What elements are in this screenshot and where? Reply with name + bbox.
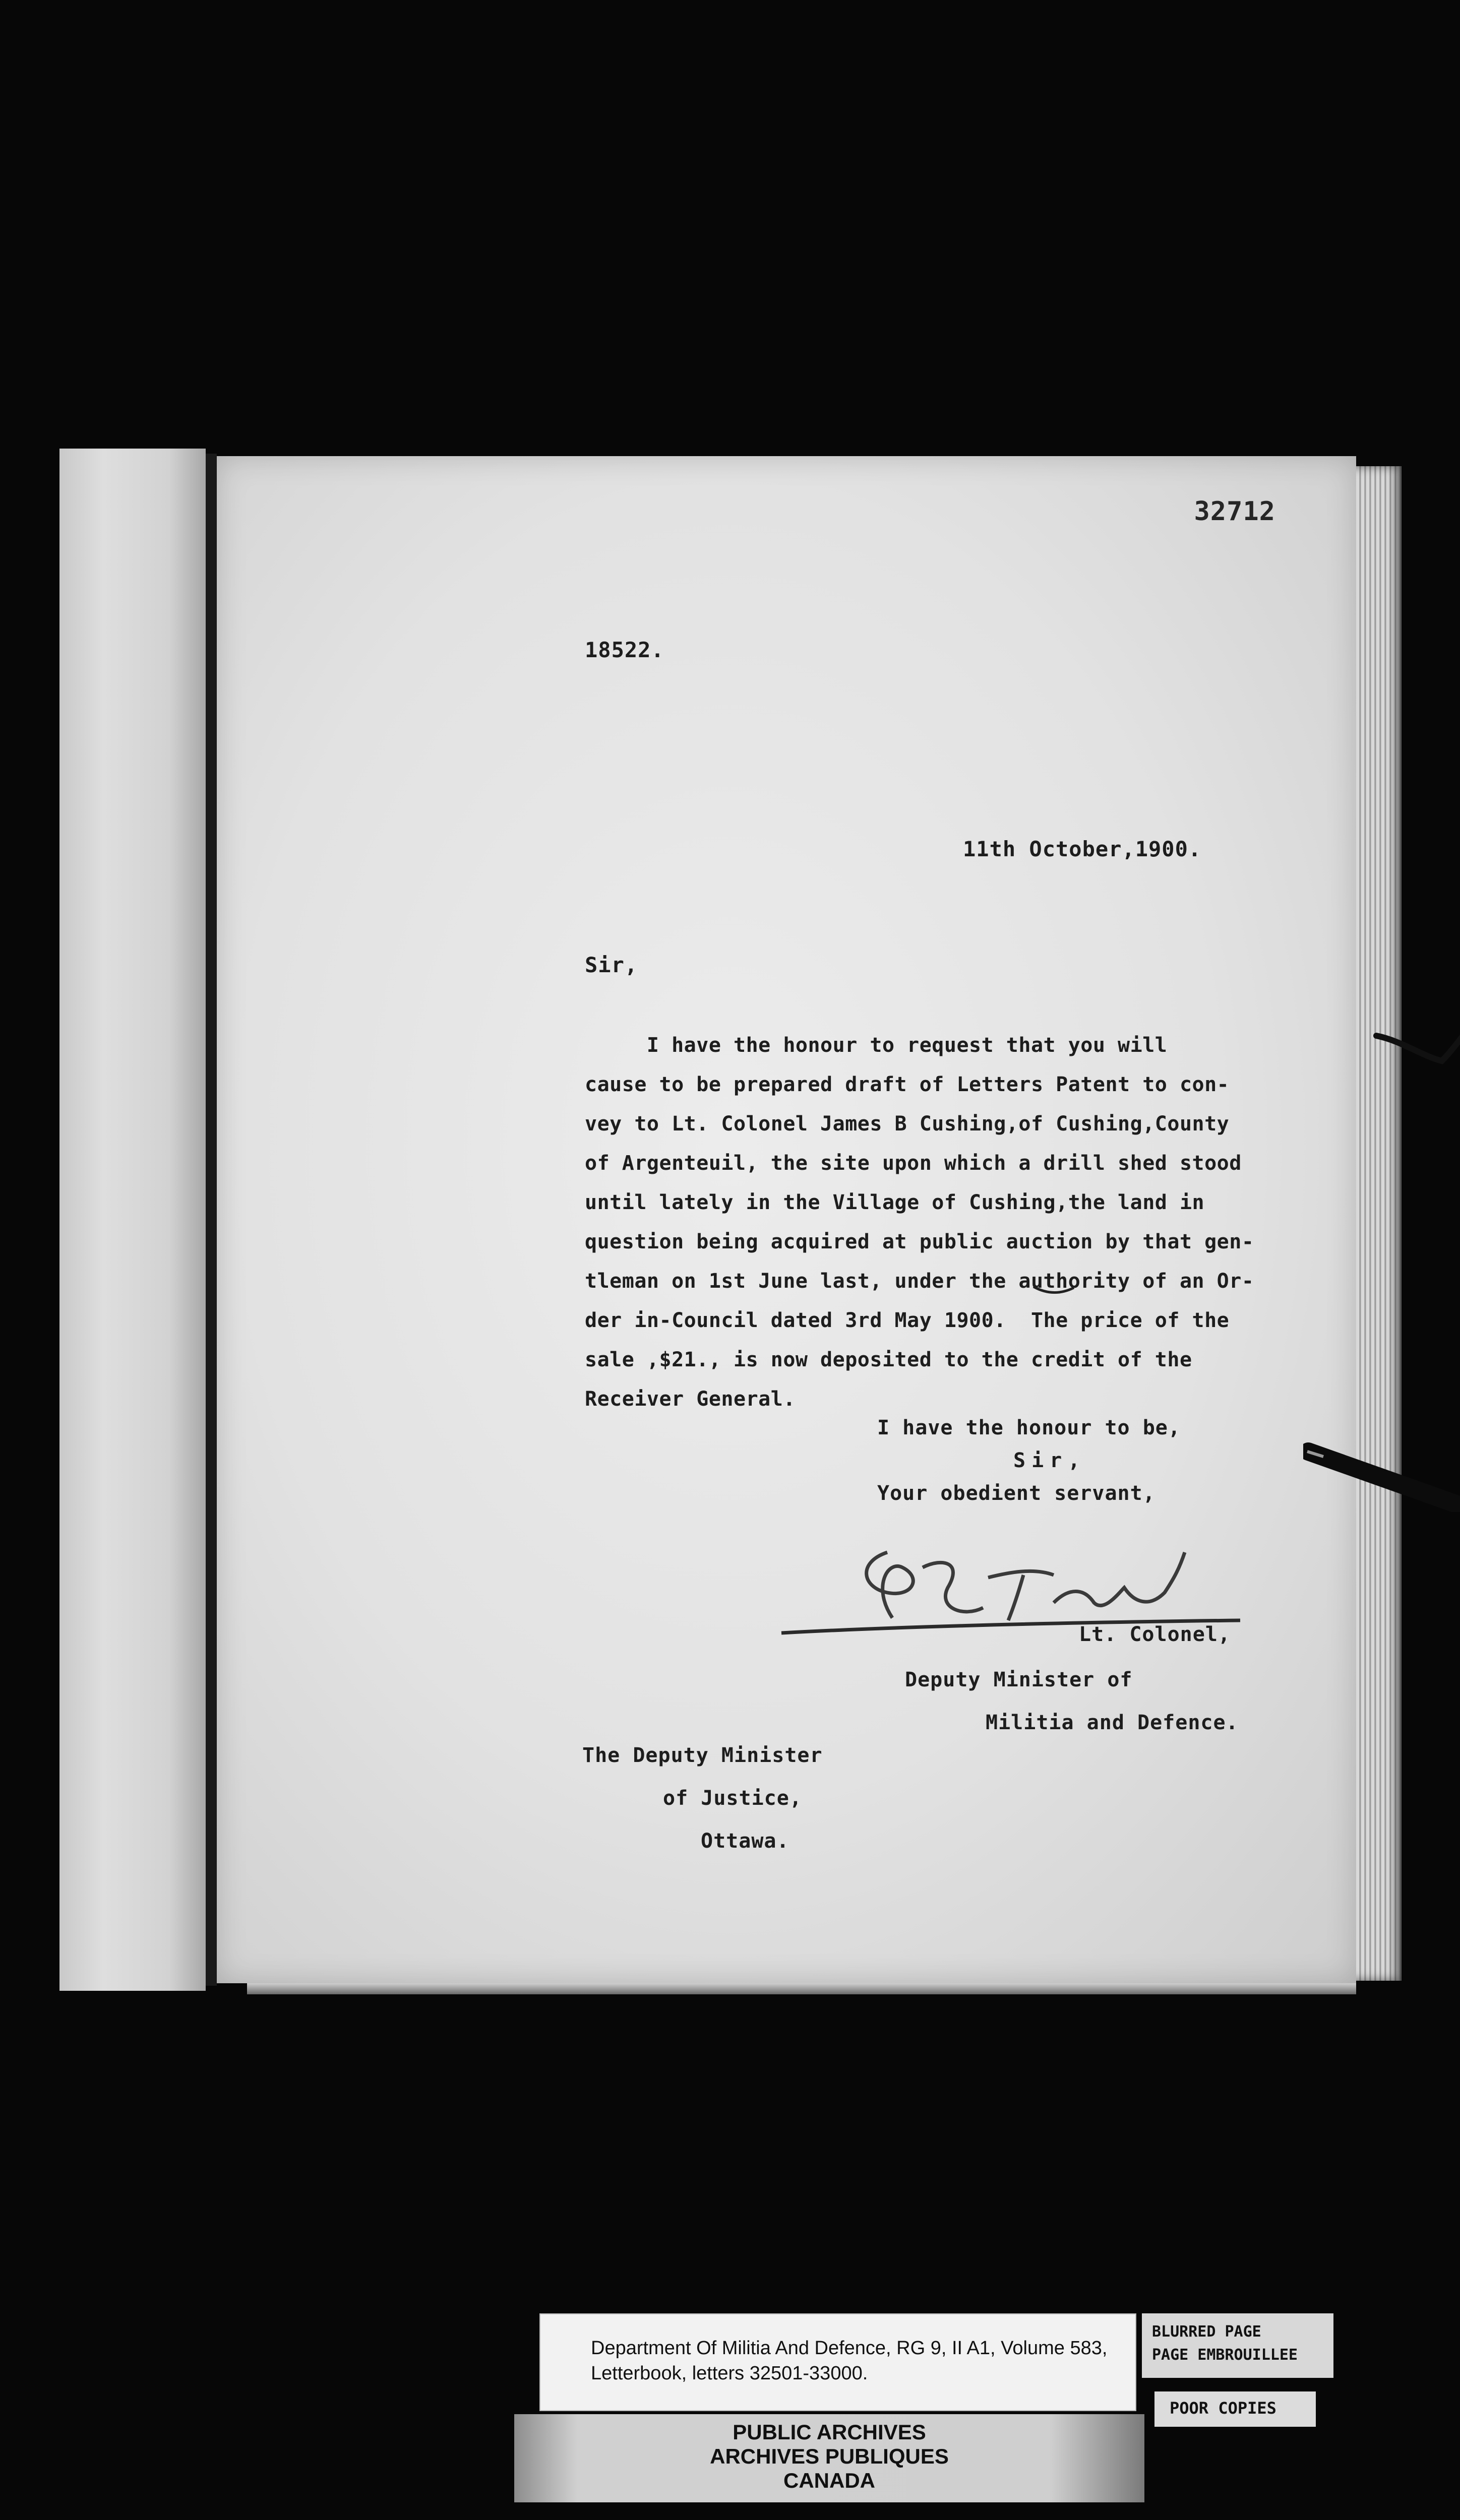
handwritten-signature (771, 1532, 1245, 1648)
previous-page-edge (59, 449, 206, 1991)
body-line: question being acquired at public auction by that gen- (585, 1230, 1254, 1253)
addressee-line-3: Ottawa. (701, 1830, 789, 1853)
body-line: vey to Lt. Colonel James B Cushing,of Cushing,County (585, 1112, 1230, 1136)
poor-copies-label (1154, 2391, 1316, 2427)
public-archives-stamp (514, 2414, 1144, 2502)
signatory-title-1: Deputy Minister of (905, 1668, 1133, 1691)
body-line: der in-Council dated 3rd May 1900. The price of the (585, 1309, 1230, 1332)
letter-number: 18522. (585, 638, 664, 662)
body-line: cause to be prepared draft of Letters Patent to con- (585, 1073, 1230, 1096)
body-line: Receiver General. (585, 1388, 796, 1411)
letter-page (217, 456, 1356, 1983)
body-line: sale ,$21., is now deposited to the credit of the (585, 1348, 1192, 1371)
body-line: I have the honour to request that you will (585, 1034, 1168, 1057)
reference-number: 32712 (1194, 496, 1275, 527)
signatory-rank: Lt. Colonel, (1079, 1623, 1231, 1646)
body-line: until lately in the Village of Cushing,the land in (585, 1191, 1205, 1214)
closing-line-2: Sir, (1013, 1449, 1086, 1472)
letter-date: 11th October,1900. (963, 837, 1202, 861)
addressee-line-1: The Deputy Minister (582, 1744, 823, 1767)
letter-body (585, 1026, 1460, 1419)
archives-line-3: CANADA (783, 2469, 875, 2492)
salutation: Sir, (585, 953, 638, 977)
closing-line-3: Your obedient servant, (877, 1482, 1155, 1505)
source-citation-label (539, 2313, 1136, 2411)
poor-copies-text: POOR COPIES (1170, 2399, 1276, 2418)
body-line: of Argenteuil, the site upon which a drill shed stood (585, 1152, 1242, 1175)
binding-gutter (206, 454, 217, 1986)
blurred-page-label (1142, 2313, 1333, 2378)
pencil-pointer (1303, 1441, 1460, 1512)
signatory-title-2: Militia and Defence. (986, 1711, 1239, 1734)
page-bottom-edge (247, 1983, 1356, 1994)
archives-line-2: ARCHIVES PUBLIQUES (710, 2444, 949, 2468)
body-line: tleman on 1st June last, under the authority of an Or- (585, 1270, 1254, 1293)
ink-dot (717, 1712, 727, 1722)
blurred-page-text: BLURRED PAGE PAGE EMBROUILLEE (1152, 2323, 1298, 2364)
archives-line-1: PUBLIC ARCHIVES (733, 2420, 926, 2444)
source-citation-text: Department Of Militia And Defence, RG 9, II A1, Volume 583, Letterbook, letters 32501-33000. (591, 2338, 1108, 2384)
closing-line-1: I have the honour to be, (877, 1416, 1181, 1439)
addressee-line-2: of Justice, (663, 1787, 802, 1810)
